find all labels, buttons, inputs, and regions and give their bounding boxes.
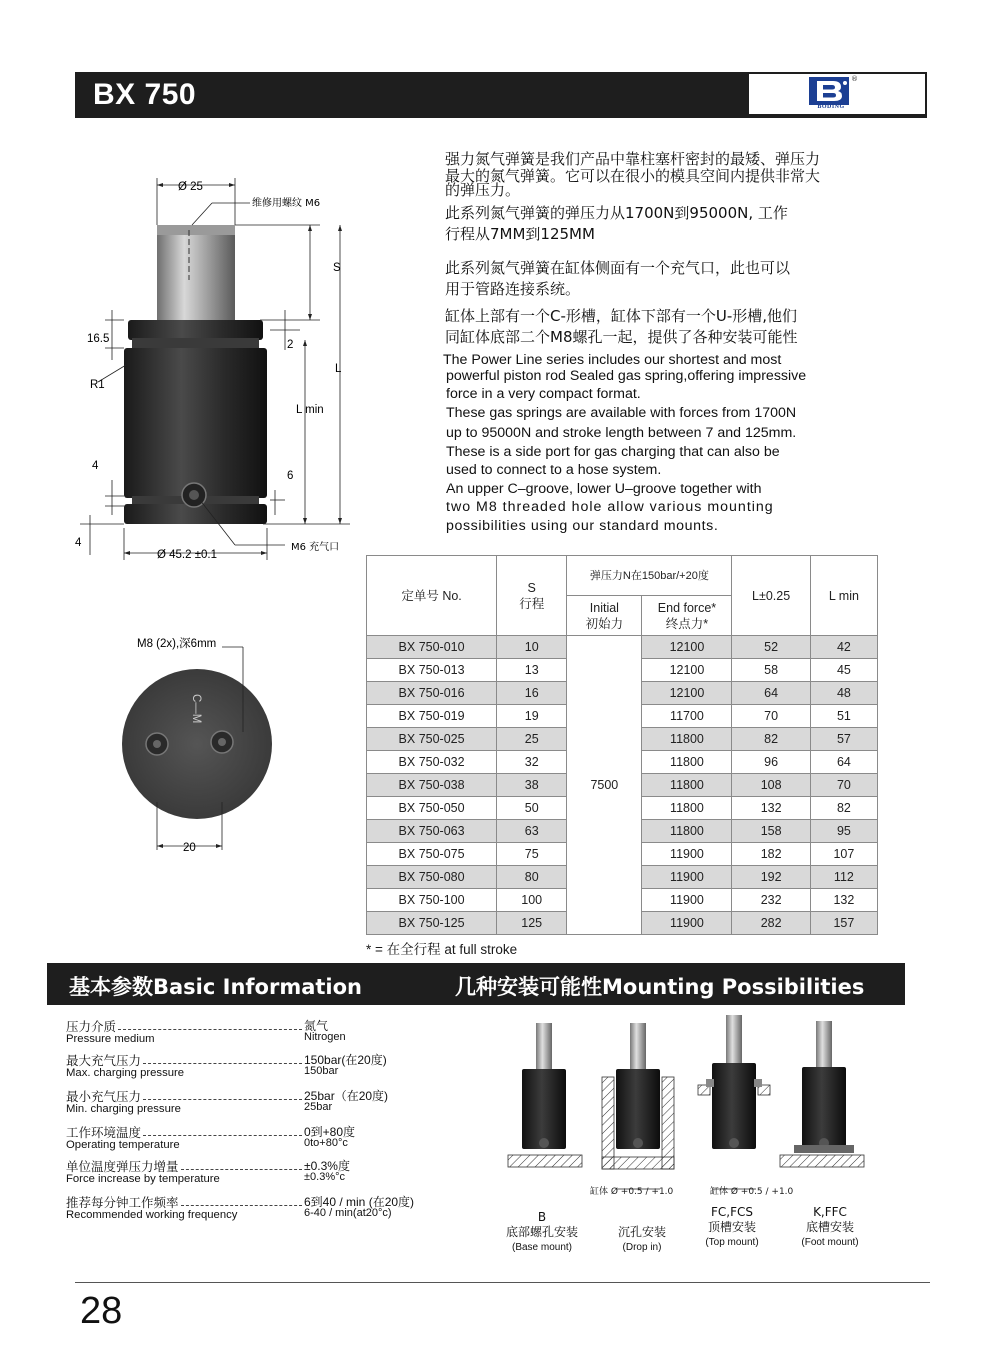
registered-mark: ® (851, 75, 858, 83)
table-row (367, 636, 878, 659)
mount-en: (Foot mount) (801, 1237, 859, 1248)
mount-top-caption (682, 1205, 782, 1250)
cell-length: 82 (732, 728, 810, 751)
dim-4-upper: 4 (92, 460, 99, 472)
cell-stroke: 63 (497, 820, 567, 843)
cell-order-no: BX 750-063 (367, 820, 497, 843)
th-initial-en: Initial (589, 600, 619, 615)
cell-length: 108 (732, 774, 810, 797)
cell-length: 70 (732, 705, 810, 728)
spec-table (366, 555, 878, 935)
basic-info-value: 6到40 / min (在20度) (304, 1195, 415, 1209)
dim-thread-m6: 维修用螺纹 M6 (252, 198, 321, 209)
mount-foot-caption (780, 1205, 880, 1250)
cell-order-no: BX 750-019 (367, 705, 497, 728)
cell-order-no: BX 750-016 (367, 682, 497, 705)
cell-end-force: 11800 (642, 774, 732, 797)
desc-line: 强力氮气弹簧是我们产品中靠柱塞杆密封的最矮、弹压力 (445, 150, 821, 168)
th-stroke (497, 556, 567, 636)
th-end-cn: 终点力* (665, 616, 709, 631)
th-end-en: End force* (657, 600, 717, 615)
basic-info-value: 0到+80度 (304, 1125, 356, 1139)
desc-cn-3 (445, 259, 865, 299)
basic-info-value-en: 150bar (304, 1065, 339, 1077)
basic-info-value: 150bar(在20度) (304, 1053, 387, 1067)
cell-lmin: 57 (810, 728, 877, 751)
mount-dropin-caption (592, 1225, 692, 1255)
cell-stroke: 50 (497, 797, 567, 820)
cell-end-force: 11800 (642, 820, 732, 843)
desc-line: 的弹压力。 (445, 181, 521, 199)
leader-dots (181, 1205, 302, 1206)
cell-stroke: 16 (497, 682, 567, 705)
desc-cn-4 (445, 307, 865, 347)
desc-line: up to 95000N and stroke length between 7 and 125mm. (446, 425, 797, 441)
cell-stroke: 38 (497, 774, 567, 797)
desc-cn-2 (445, 204, 865, 244)
basic-info-label-en: Operating temperature (66, 1139, 180, 1151)
basic-info-row (66, 1123, 426, 1155)
desc-line: The Power Line series includes our shortest and most (443, 352, 782, 368)
dim-body-diameter: Ø 45.2 ±0.1 (157, 549, 218, 561)
mount-base-caption (492, 1210, 592, 1255)
footer-divider (75, 1282, 930, 1283)
cell-stroke: 10 (497, 636, 567, 659)
cell-stroke: 13 (497, 659, 567, 682)
cell-order-no: BX 750-032 (367, 751, 497, 774)
mount-base-drawing (508, 1023, 582, 1167)
basic-info-label-en: Recommended working frequency (66, 1209, 238, 1221)
th-end-force (642, 596, 732, 636)
section-bar (47, 963, 905, 1005)
tol-dropin: 缸体 Ø +0.5 / +1.0 (590, 1187, 674, 1197)
basic-info-label-cn: 单位温度弹压力增量 (66, 1159, 179, 1174)
cell-order-no: BX 750-038 (367, 774, 497, 797)
dim-m8: M8 (2x),深6mm (137, 638, 217, 650)
cell-stroke: 32 (497, 751, 567, 774)
cell-length: 182 (732, 843, 810, 866)
desc-line: 此系列氮气弹簧在缸体侧面有一个充气口，此也可以 (445, 259, 791, 277)
basic-info-value-en: Nitrogen (304, 1031, 346, 1043)
cell-lmin: 107 (810, 843, 877, 866)
table-note: * = 在全行程 at full stroke (366, 942, 518, 957)
leader-dots (143, 1099, 302, 1100)
mount-code: FC,FCS (711, 1205, 753, 1219)
mount-en: (Top mount) (705, 1237, 759, 1248)
mount-cn: 顶槽安装 (707, 1220, 756, 1234)
section-mounting-title: 几种安装可能性Mounting Possibilities (455, 975, 865, 999)
cell-length: 232 (732, 889, 810, 912)
basic-info-label-en: Min. charging pressure (66, 1103, 181, 1115)
cell-order-no: BX 750-080 (367, 866, 497, 889)
section-basic-title: 基本参数Basic Information (69, 975, 362, 999)
boding-logo-icon (809, 77, 849, 105)
cell-stroke: 100 (497, 889, 567, 912)
basic-info-value-en: 25bar (304, 1101, 333, 1113)
page-title: BX 750 (93, 78, 197, 111)
leader-dots (143, 1135, 302, 1136)
cell-lmin: 45 (810, 659, 877, 682)
desc-line: These gas springs are available with forces from 1700N (446, 404, 797, 421)
basic-info-label-cn: 最大充气压力 (66, 1053, 142, 1068)
th-initial (567, 596, 642, 636)
cell-end-force: 11900 (642, 843, 732, 866)
th-initial-cn: 初始力 (585, 616, 624, 631)
desc-line: possibilities using our standard mounts. (446, 517, 719, 534)
leader-dots (118, 1029, 302, 1030)
desc-line: 用于管路连接系统。 (445, 280, 581, 298)
piston-rod (157, 225, 235, 325)
basic-info (66, 1017, 426, 1221)
mount-dropin-drawing (602, 1023, 674, 1189)
cell-length: 58 (732, 659, 810, 682)
cell-lmin: 42 (810, 636, 877, 659)
cell-lmin: 95 (810, 820, 877, 843)
cell-stroke: 80 (497, 866, 567, 889)
cell-order-no: BX 750-010 (367, 636, 497, 659)
leader-dots (181, 1169, 302, 1170)
basic-info-label-cn: 推荐每分钟工作频率 (66, 1195, 179, 1210)
mount-en: (Base mount) (511, 1242, 573, 1253)
cell-order-no: BX 750-125 (367, 912, 497, 935)
cell-end-force: 11800 (642, 728, 732, 751)
basic-info-label-cn: 压力介质 (66, 1019, 117, 1034)
basic-info-label-en: Pressure medium (66, 1033, 155, 1045)
dim-stroke: S (333, 262, 341, 274)
mount-foot-drawing (780, 1021, 864, 1167)
cell-length: 192 (732, 866, 810, 889)
cylinder-bottom (122, 669, 272, 819)
cell-stroke: 25 (497, 728, 567, 751)
logo-text: BODING (817, 104, 845, 110)
mount-top-drawing (698, 1015, 770, 1189)
desc-line: two M8 threaded hole allow various mounting (446, 499, 774, 515)
basic-info-row (66, 1017, 426, 1049)
cell-end-force: 11900 (642, 912, 732, 935)
bottom-view-drawing (115, 632, 365, 857)
desc-line: force in a very compact format. (446, 386, 641, 402)
cell-end-force: 12100 (642, 659, 732, 682)
basic-info-row (66, 1087, 426, 1119)
cell-order-no: BX 750-013 (367, 659, 497, 682)
cell-initial-force: 7500 (567, 636, 642, 935)
basic-info-row (66, 1051, 426, 1083)
mount-cn: 底部螺孔安装 (505, 1225, 578, 1239)
desc-line: 同缸体底部二个M8螺孔一起，提供了各种安装可能性 (445, 328, 798, 346)
cell-lmin: 157 (810, 912, 877, 935)
dim-20: 20 (183, 842, 196, 854)
desc-line: An upper C–groove, lower U–groove together with (446, 480, 762, 497)
page-number: 28 (80, 1290, 123, 1332)
basic-info-value-en: 0to+80°c (304, 1137, 348, 1149)
th-stroke-s: S (527, 580, 536, 595)
cell-end-force: 12100 (642, 636, 732, 659)
cell-lmin: 51 (810, 705, 877, 728)
th-lmin: L min (810, 556, 877, 636)
cell-end-force: 11700 (642, 705, 732, 728)
mount-code: K,FFC (813, 1205, 847, 1219)
basic-info-value: 氮气 (304, 1019, 329, 1033)
mount-code: B (537, 1210, 547, 1224)
cell-end-force: 11800 (642, 751, 732, 774)
side-view-drawing (60, 170, 380, 570)
cell-order-no: BX 750-100 (367, 889, 497, 912)
desc-cn-1 (445, 150, 865, 200)
basic-info-value-en: 6-40 / min(at20°c) (304, 1207, 392, 1219)
cell-length: 96 (732, 751, 810, 774)
basic-info-label-en: Force increase by temperature (66, 1173, 220, 1185)
basic-info-value: 25bar（在20度) (304, 1089, 389, 1103)
cell-length: 282 (732, 912, 810, 935)
mount-en: (Drop in) (622, 1242, 662, 1253)
desc-line: These is a side port for gas charging that can also be (446, 443, 780, 460)
desc-line: used to connect to a hose system. (446, 462, 662, 478)
mount-cn: 沉孔安装 (617, 1225, 666, 1239)
dim-lmin: L min (296, 404, 324, 416)
cell-stroke: 125 (497, 912, 567, 935)
cell-end-force: 11800 (642, 797, 732, 820)
desc-line: powerful piston rod Sealed gas spring,offering impressive (446, 367, 807, 384)
cell-lmin: 82 (810, 797, 877, 820)
th-stroke-cn: 行程 (519, 596, 545, 611)
cylinder-body (124, 348, 267, 498)
desc-line: 缸体上部有一个C-形槽，缸体下部有一个U-形槽,他们 (445, 307, 798, 325)
cell-end-force: 11900 (642, 889, 732, 912)
product-description (445, 150, 865, 535)
cell-end-force: 11900 (642, 866, 732, 889)
basic-info-label-cn: 最小充气压力 (66, 1089, 142, 1104)
desc-en (443, 351, 865, 535)
cylinder-mark: C—M (190, 694, 202, 724)
cell-end-force: 12100 (642, 682, 732, 705)
dim-length: L (335, 363, 342, 375)
cell-order-no: BX 750-025 (367, 728, 497, 751)
dim-2: 2 (287, 339, 294, 351)
dim-rod-diameter: Ø 25 (178, 181, 203, 193)
cell-lmin: 70 (810, 774, 877, 797)
logo (749, 74, 925, 114)
cell-length: 64 (732, 682, 810, 705)
mounting-drawings (500, 1015, 870, 1205)
basic-info-value-en: ±0.3%°c (304, 1171, 346, 1183)
mount-cn: 底槽安装 (805, 1220, 854, 1234)
cell-order-no: BX 750-050 (367, 797, 497, 820)
cell-lmin: 132 (810, 889, 877, 912)
dim-m6-port: M6 充气口 (291, 542, 340, 553)
desc-line: 最大的氮气弹簧。它可以在很小的模具空间内提供非常大 (445, 167, 821, 185)
cell-lmin: 112 (810, 866, 877, 889)
th-force: 弹压力N在150bar/+20度 (567, 556, 732, 596)
cell-stroke: 75 (497, 843, 567, 866)
header-bar (75, 72, 927, 118)
tol-top: 缸体 Ø +0.5 / +1.0 (710, 1187, 794, 1197)
cell-lmin: 64 (810, 751, 877, 774)
cell-order-no: BX 750-075 (367, 843, 497, 866)
basic-info-row (66, 1193, 426, 1225)
dim-16-5: 16.5 (87, 333, 110, 345)
basic-info-label-cn: 工作环境温度 (66, 1125, 142, 1140)
dim-4-lower: 4 (75, 537, 82, 549)
th-order-no: 定单号 No. (367, 556, 497, 636)
dim-6: 6 (287, 470, 294, 482)
cell-lmin: 48 (810, 682, 877, 705)
dim-r1: R1 (90, 379, 105, 391)
cell-stroke: 19 (497, 705, 567, 728)
basic-info-value: ±0.3%度 (304, 1159, 350, 1173)
th-l: L±0.25 (732, 556, 810, 636)
desc-line: 此系列氮气弹簧的弹压力从1700N到95000N, 工作 (445, 204, 788, 222)
cell-length: 52 (732, 636, 810, 659)
basic-info-label-en: Max. charging pressure (66, 1067, 185, 1079)
leader-dots (143, 1063, 302, 1064)
cell-length: 158 (732, 820, 810, 843)
desc-line: 行程从7MM到125MM (445, 225, 595, 243)
cell-length: 132 (732, 797, 810, 820)
basic-info-row (66, 1157, 426, 1189)
